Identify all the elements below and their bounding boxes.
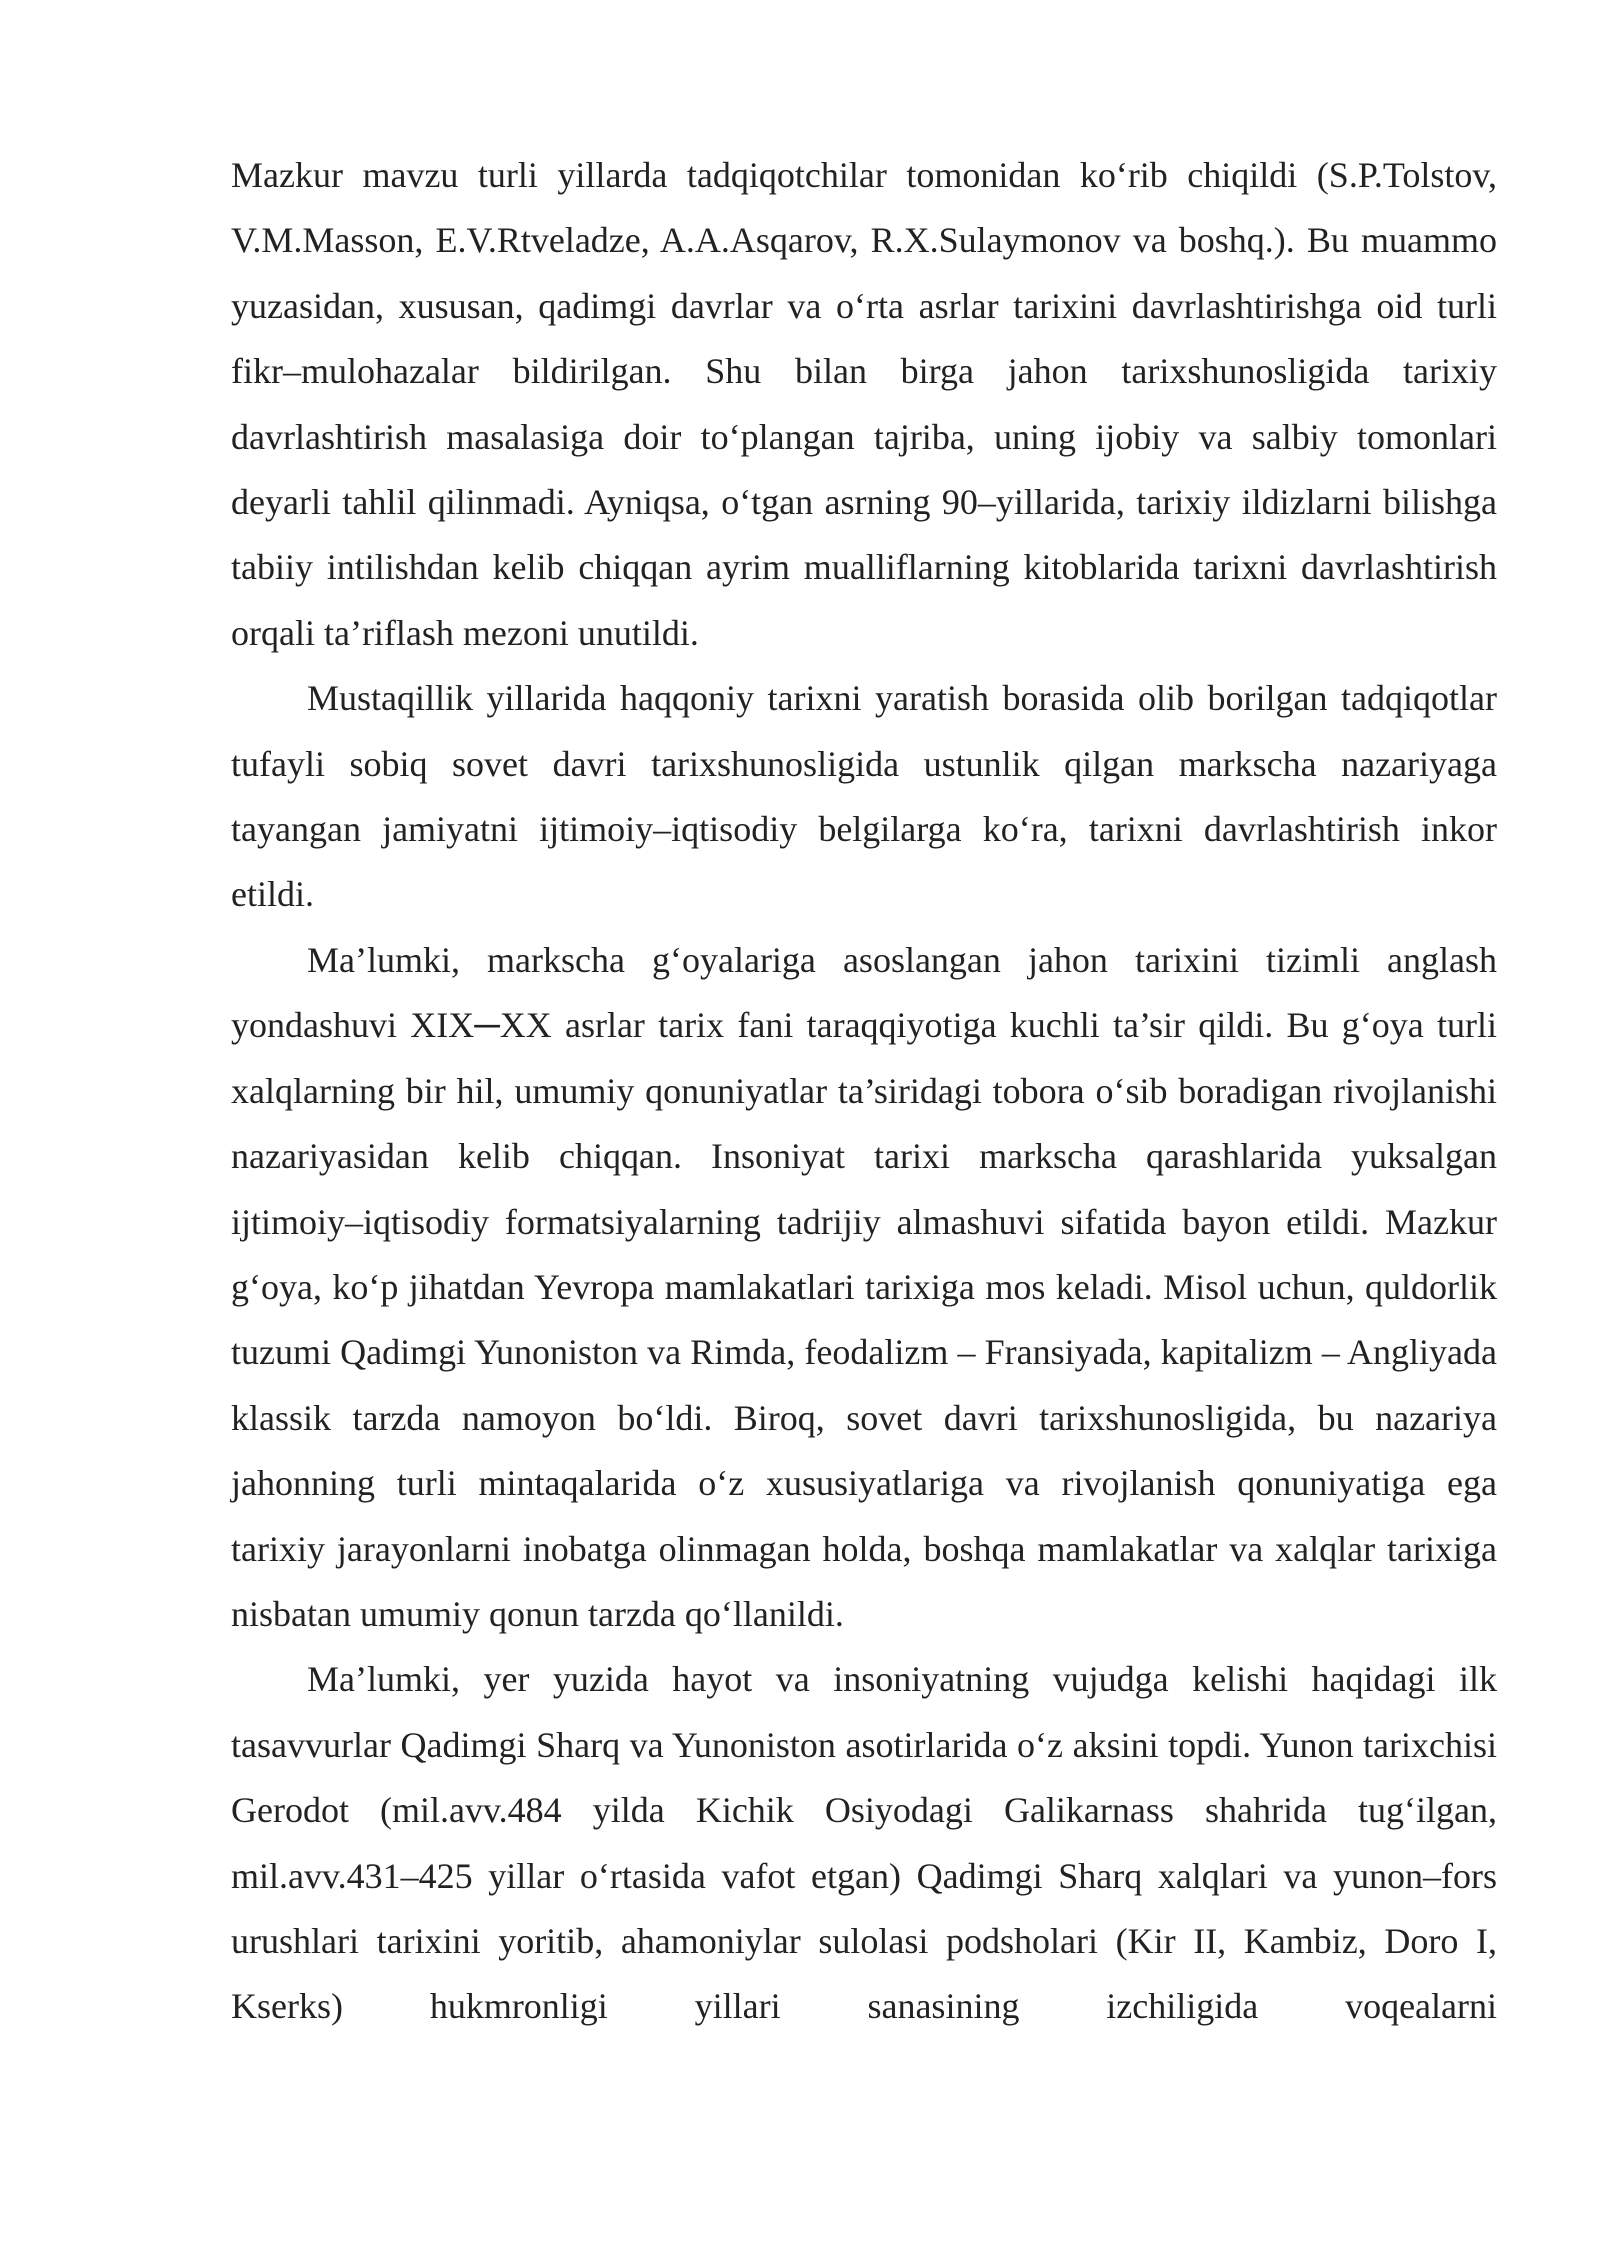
- paragraph-1: Mazkur mavzu turli yillarda tadqiqotchilar tomonidan ko‘rib chiqildi (S.P.Tolstov, V.M.Masson, E.V.Rtveladze, A.A.Asqarov, R.X.Sulaymonov va boshq.). Bu muammo yuzasidan, xususan, qadimgi davrlar va o‘rta asrlar tarixini davrlashtirishga oid turli fikr–mulohazalar bildirilgan. Shu bilan birga jahon tarixshunosligida tarixiy davrlashtirish masalasiga doir to‘plangan tajriba, uning ijobiy va salbiy tomonlari deyarli tahlil qilinmadi. Ayniqsa, o‘tgan asrning 90–yillarida, tarixiy ildizlarni bilishga tabiiy intilishdan kelib chiqqan ayrim mualliflarning kitoblarida tarixni davrlashtirish orqali ta’riflash mezoni unutildi.: [231, 155, 1497, 653]
- paragraph-4: Ma’lumki, yer yuzida hayot va insoniyatning vujudga kelishi haqidagi ilk tasavvurlar Qadimgi Sharq va Yunoniston asotirlarida o‘z aksini topdi. Yunon tarixchisi Gerodot (mil.avv.484 yilda Kichik Osiyodagi Galikarnass shahrida tug‘ilgan, mil.avv.431–425 yillar o‘rtasida vafot etgan) Qadimgi Sharq xalqlari va yunon–fors urushlari tarixini yoritib, ahamoniylar sulolasi podsholari (Kir II, Kambiz, Doro I, Kserks) hukmronligi yillari sanasining izchiligida voqealarni: [231, 1659, 1497, 2027]
- paragraph-3: Ma’lumki, markscha g‘oyalariga asoslangan jahon tarixini tizimli anglash yondashuvi XIX─XX asrlar tarix fani taraqqiyotiga kuchli ta’sir qildi. Bu g‘oya turli xalqlarning bir hil, umumiy qonuniyatlar ta’siridagi tobora o‘sib boradigan rivojlanishi nazariyasidan kelib chiqqan. Insoniyat tarixi markscha qarashlarida yuksalgan ijtimoiy–iqtisodiy formatsiyalarning tadrijiy almashuvi sifatida bayon etildi. Mazkur g‘oya, ko‘p jihatdan Yevropa mamlakatlari tarixiga mos keladi. Misol uchun, quldorlik tuzumi Qadimgi Yunoniston va Rimda, feodalizm – Fransiyada, kapitalizm – Angliyada klassik tarzda namoyon bo‘ldi. Biroq, sovet davri tarixshunosligida, bu nazariya jahonning turli mintaqalarida o‘z xususiyatlariga va rivojlanish qonuniyatiga ega tarixiy jarayonlarni inobatga olinmagan holda, boshqa mamlakatlar va xalqlar tarixiga nisbatan umumiy qonun tarzda qo‘llanildi.: [231, 939, 1497, 1634]
- document-body: [231, 143, 1497, 2040]
- paragraph-2: Mustaqillik yillarida haqqoniy tarixni yaratish borasida olib borilgan tadqiqotlar tufayli sobiq sovet davri tarixshunosligida ustunlik qilgan markscha nazariyaga tayangan jamiyatni ijtimoiy–iqtisodiy belgilarga ko‘ra, tarixni davrlashtirish inkor etildi.: [231, 678, 1497, 915]
